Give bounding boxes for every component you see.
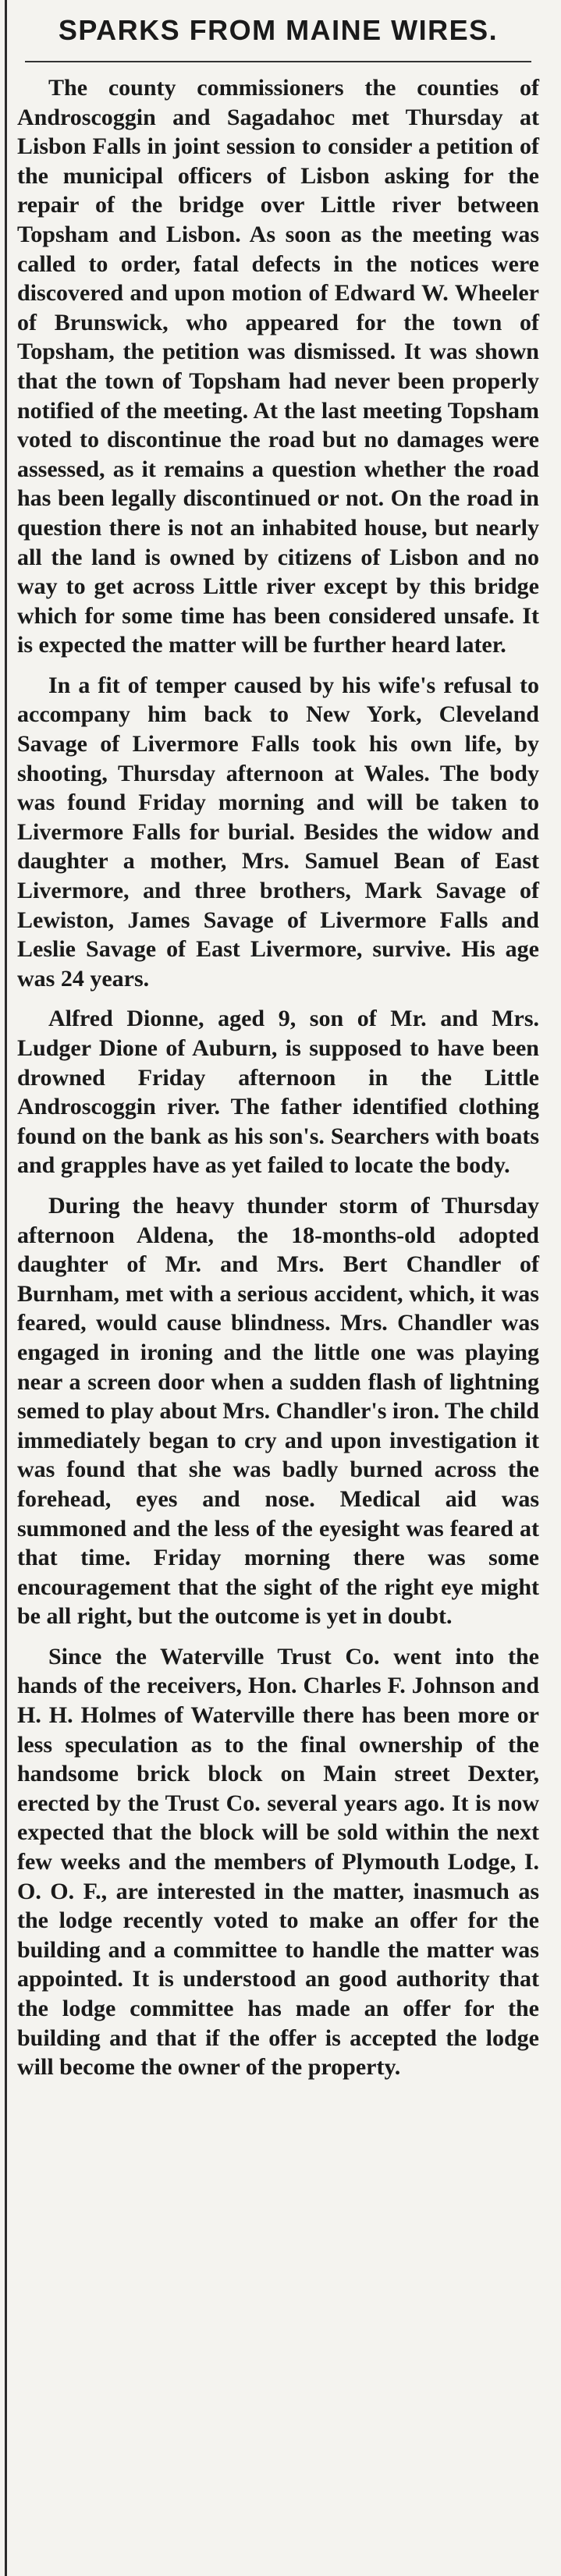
news-item-text: Alfred Dionne, aged 9, son of Mr. and Mrs. Ludger Dione of Auburn, is supposed to have been drowned Friday afternoon in the Little Androscoggin river. The father identified clothing found on the bank as his son's. Searchers with boats and grapples have as yet failed to locate the body. [17,1006,539,1179]
news-item-bridge-petition [17,73,539,660]
news-item-lightning-accident [17,1191,539,1631]
news-item-dionne-drowning [17,1004,539,1180]
headline-rule [25,61,531,62]
news-item-text: During the heavy thunder storm of Thursday afternoon Aldena, the 18-months-old adopted daughter of Mr. and Mrs. Bert Chandler of Burnham, met with a serious accident, which, it was feared, would cause blindness. Mrs. Chandler was engaged in ironing and the little one was playing near a screen door when a sudden flash of lightning semed to play about Mrs. Chandler's iron. The child immediately began to cry and upon investigation it was found that she was badly burned across the forehead, eyes and nose. Medical aid was summoned and the less of the eyesight was feared at that time. Friday morning there was some encouragement that the sight of the right eye might be all right, but the outcome is yet in doubt. [17,1192,539,1630]
news-item-savage-suicide [17,671,539,994]
news-item-text: Since the Waterville Trust Co. went into the hands of the receivers, Hon. Charles F. Johnson and H. H. Holmes of Waterville there has been more or less speculation as to the final ownership of the handsome brick block on Main street Dexter, erected by the Trust Co. several years ago. It is now expected that the block will be sold within the next few weeks and the members of Plymouth Lodge, I. O. O. F., are interested in the matter, inasmuch as the lodge recently voted to make an offer for the building and a committee to handle the matter was appointed. It is understood an good authority that the lodge committee has made an offer for the building and that if the offer is accepted the lodge will become the owner of the property. [17,1643,539,2081]
news-item-text: The county commissioners the counties of Androscoggin and Sagadahoc met Thursday at Lisbon Falls in joint session to consider a petition of the municipal officers of Lisbon asking for the repair of the bridge over Little river between Topsham and Lisbon. As soon as the meeting was called to order, fatal defects in the notices were discovered and upon motion of Edward W. Wheeler of Brunswick, who appeared for the town of Topsham, the petition was dismissed. It was shown that the town of Topsham had never been properly notified of the meeting. At the last meeting Topsham voted to discontinue the road but no damages were assessed, as it remains a question whether the road has been legally discontinued or not. On the road in question there is not an inhabited house, but nearly all the land is owned by citizens of Lisbon and no way to get across Little river except by this bridge which for some time has been considered unsafe. It is expected the matter will be further heard later. [17,75,539,658]
headline: SPARKS FROM MAINE WIRES. [58,14,499,46]
news-item-text: In a fit of temper caused by his wife's refusal to accompany him back to New York, Cleveland Savage of Livermore Falls took his own life, by shooting, Thursday afternoon at Wales. The body was found Friday morning and will be taken to Livermore Falls for burial. Besides the widow and daughter a mother, Mrs. Samuel Bean of East Livermore, and three brothers, Mark Savage of Lewiston, James Savage of Livermore Falls and Leslie Savage of East Livermore, survive. His age was 24 years. [17,672,539,992]
news-item-trust-co-block [17,1642,539,2082]
column-rule [5,0,7,2576]
